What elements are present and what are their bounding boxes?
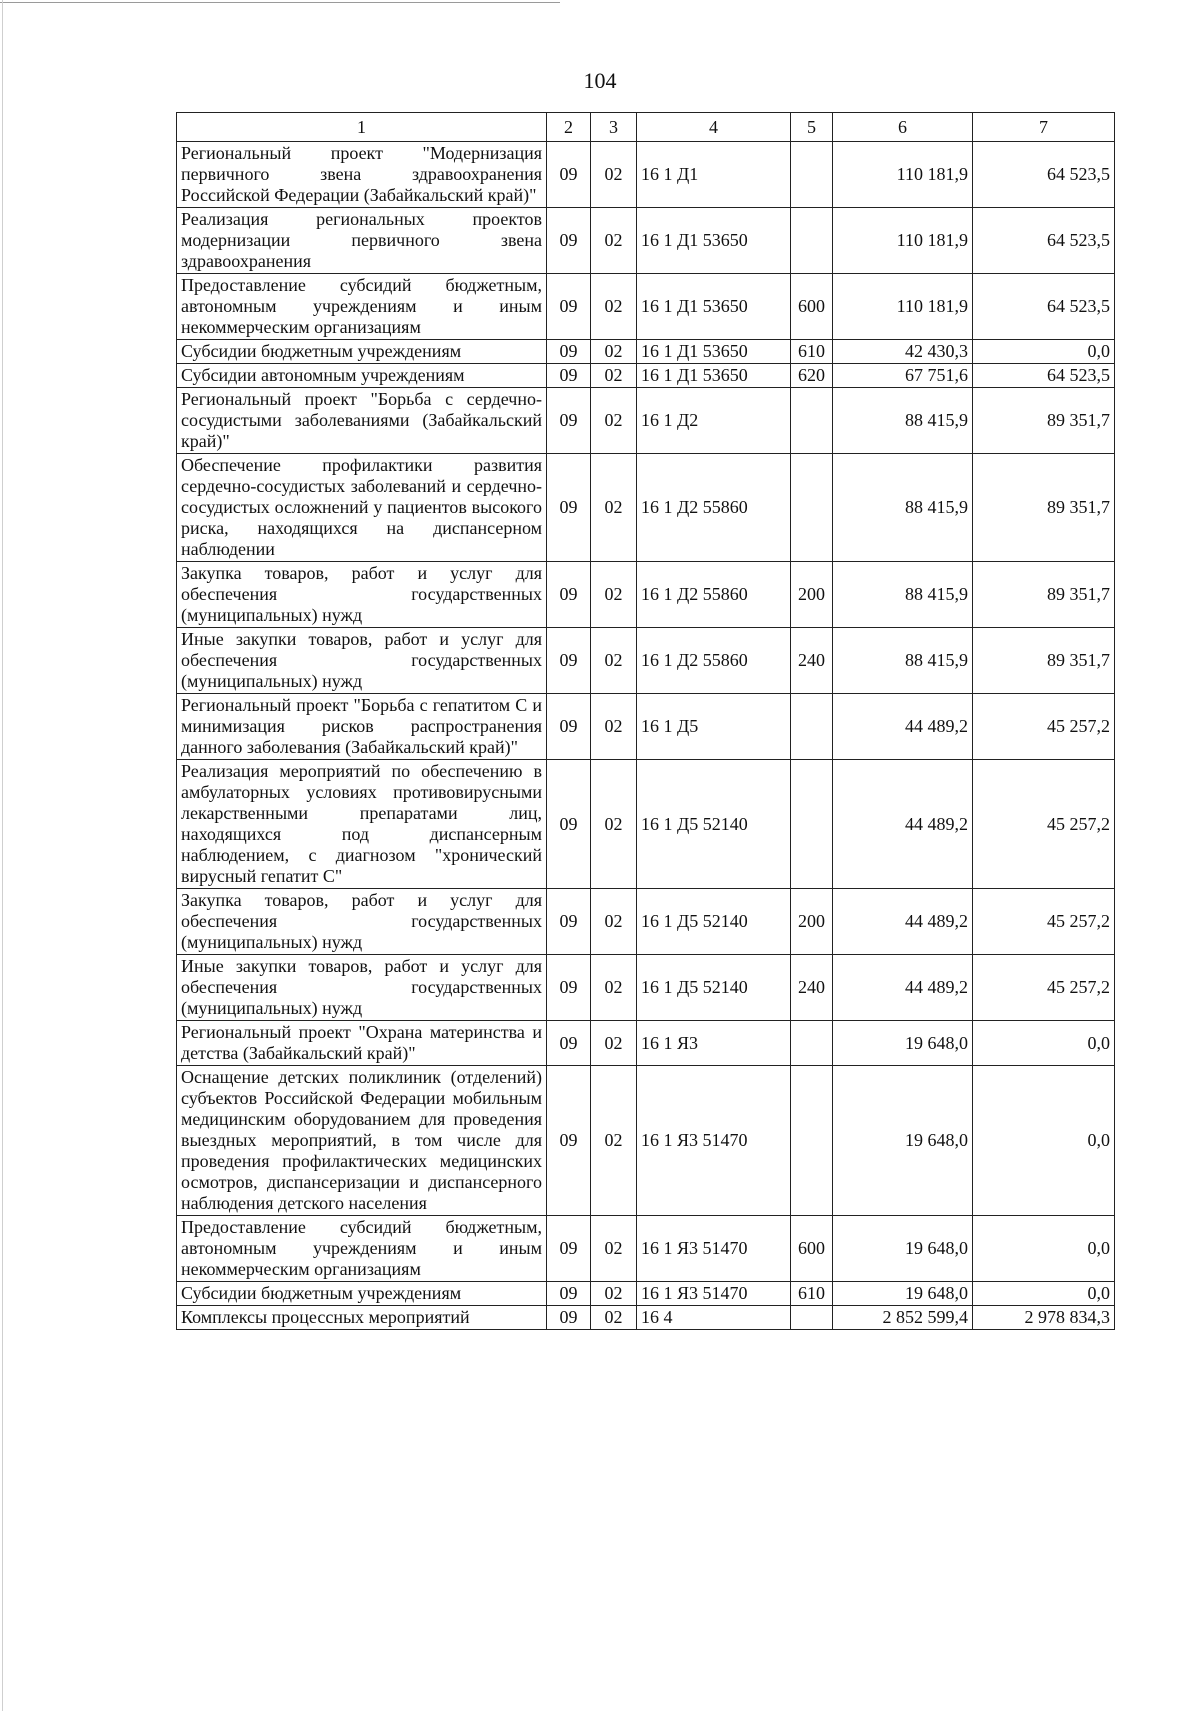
expense-name-cell: Обеспечение профилактики развития сердечно-сосудистых заболеваний и сердечно-сосудистых осложнений у пациентов высокого риска, находящихся на диспансерном наблюдении [177, 454, 547, 562]
expense-type-cell: 620 [791, 364, 833, 388]
table-row [177, 208, 1115, 274]
amount-column-7-cell: 64 523,5 [973, 274, 1115, 340]
table-row [177, 1306, 1115, 1330]
amount-column-7-cell: 0,0 [973, 1216, 1115, 1282]
amount-column-6-cell: 110 181,9 [833, 208, 973, 274]
subsection-code-cell: 02 [591, 1282, 637, 1306]
expense-type-cell: 240 [791, 955, 833, 1021]
column-header-3: 3 [591, 113, 637, 142]
expense-type-cell [791, 388, 833, 454]
expense-name-cell: Субсидии автономным учреждениям [177, 364, 547, 388]
section-code-cell: 09 [547, 1066, 591, 1216]
expense-type-cell [791, 1021, 833, 1066]
section-code-cell: 09 [547, 889, 591, 955]
subsection-code-cell: 02 [591, 340, 637, 364]
scan-edge-left [2, 0, 3, 1711]
table-row [177, 274, 1115, 340]
expense-name-cell: Субсидии бюджетным учреждениям [177, 340, 547, 364]
section-code-cell: 09 [547, 628, 591, 694]
column-header-2: 2 [547, 113, 591, 142]
expense-name-cell: Реализация региональных проектов модернизации первичного звена здравоохранения [177, 208, 547, 274]
table-row [177, 364, 1115, 388]
amount-column-6-cell: 88 415,9 [833, 388, 973, 454]
amount-column-7-cell: 45 257,2 [973, 889, 1115, 955]
target-article-cell: 16 1 Д2 55860 [637, 562, 791, 628]
amount-column-7-cell: 45 257,2 [973, 760, 1115, 889]
expense-type-cell [791, 208, 833, 274]
amount-column-7-cell: 0,0 [973, 1282, 1115, 1306]
expense-type-cell: 240 [791, 628, 833, 694]
subsection-code-cell: 02 [591, 274, 637, 340]
target-article-cell: 16 1 Д1 53650 [637, 274, 791, 340]
target-article-cell: 16 1 Д2 55860 [637, 454, 791, 562]
subsection-code-cell: 02 [591, 454, 637, 562]
section-code-cell: 09 [547, 1306, 591, 1330]
expense-type-cell [791, 1066, 833, 1216]
target-article-cell: 16 4 [637, 1306, 791, 1330]
target-article-cell: 16 1 Д2 [637, 388, 791, 454]
subsection-code-cell: 02 [591, 955, 637, 1021]
section-code-cell: 09 [547, 274, 591, 340]
expense-name-cell: Предоставление субсидий бюджетным, автономным учреждениям и иным некоммерческим организациям [177, 1216, 547, 1282]
amount-column-7-cell: 89 351,7 [973, 628, 1115, 694]
target-article-cell: 16 1 Я3 51470 [637, 1066, 791, 1216]
target-article-cell: 16 1 Д2 55860 [637, 628, 791, 694]
amount-column-7-cell: 89 351,7 [973, 454, 1115, 562]
column-header-1: 1 [177, 113, 547, 142]
table-row [177, 889, 1115, 955]
expense-name-cell: Региональный проект "Модернизация первичного звена здравоохранения Российской Федерации (Забайкальский край)" [177, 142, 547, 208]
target-article-cell: 16 1 Я3 51470 [637, 1282, 791, 1306]
section-code-cell: 09 [547, 388, 591, 454]
expense-name-cell: Субсидии бюджетным учреждениям [177, 1282, 547, 1306]
column-header-4: 4 [637, 113, 791, 142]
subsection-code-cell: 02 [591, 889, 637, 955]
expense-name-cell: Закупка товаров, работ и услуг для обеспечения государственных (муниципальных) нужд [177, 889, 547, 955]
section-code-cell: 09 [547, 208, 591, 274]
amount-column-7-cell: 64 523,5 [973, 142, 1115, 208]
subsection-code-cell: 02 [591, 1306, 637, 1330]
amount-column-6-cell: 19 648,0 [833, 1021, 973, 1066]
subsection-code-cell: 02 [591, 628, 637, 694]
expense-name-cell: Региональный проект "Борьба с гепатитом С и минимизация рисков распространения данного заболевания (Забайкальский край)" [177, 694, 547, 760]
target-article-cell: 16 1 Д5 52140 [637, 889, 791, 955]
amount-column-7-cell: 2 978 834,3 [973, 1306, 1115, 1330]
expense-type-cell [791, 142, 833, 208]
amount-column-6-cell: 110 181,9 [833, 142, 973, 208]
amount-column-7-cell: 45 257,2 [973, 694, 1115, 760]
amount-column-6-cell: 42 430,3 [833, 340, 973, 364]
expense-type-cell: 600 [791, 1216, 833, 1282]
section-code-cell: 09 [547, 454, 591, 562]
amount-column-6-cell: 2 852 599,4 [833, 1306, 973, 1330]
table-row [177, 340, 1115, 364]
subsection-code-cell: 02 [591, 760, 637, 889]
table-header-row [177, 113, 1115, 142]
expense-name-cell: Реализация мероприятий по обеспечению в амбулаторных условиях противовирусными лекарственными препаратами лиц, находящихся под диспансерным наблюдением, с диагнозом "хронический вирусный гепатит С" [177, 760, 547, 889]
expense-type-cell: 610 [791, 340, 833, 364]
amount-column-7-cell: 0,0 [973, 340, 1115, 364]
expense-name-cell: Региональный проект "Охрана материнства и детства (Забайкальский край)" [177, 1021, 547, 1066]
table-row [177, 760, 1115, 889]
expense-type-cell: 200 [791, 562, 833, 628]
amount-column-6-cell: 19 648,0 [833, 1282, 973, 1306]
amount-column-7-cell: 0,0 [973, 1021, 1115, 1066]
section-code-cell: 09 [547, 364, 591, 388]
expense-type-cell [791, 760, 833, 889]
expense-name-cell: Закупка товаров, работ и услуг для обеспечения государственных (муниципальных) нужд [177, 562, 547, 628]
column-header-6: 6 [833, 113, 973, 142]
section-code-cell: 09 [547, 760, 591, 889]
scan-edge-top [0, 2, 560, 3]
subsection-code-cell: 02 [591, 388, 637, 454]
target-article-cell: 16 1 Д5 52140 [637, 760, 791, 889]
section-code-cell: 09 [547, 562, 591, 628]
table-row [177, 562, 1115, 628]
amount-column-7-cell: 45 257,2 [973, 955, 1115, 1021]
subsection-code-cell: 02 [591, 562, 637, 628]
amount-column-6-cell: 19 648,0 [833, 1066, 973, 1216]
target-article-cell: 16 1 Я3 51470 [637, 1216, 791, 1282]
expense-type-cell: 600 [791, 274, 833, 340]
section-code-cell: 09 [547, 1282, 591, 1306]
amount-column-6-cell: 67 751,6 [833, 364, 973, 388]
expense-name-cell: Иные закупки товаров, работ и услуг для обеспечения государственных (муниципальных) нужд [177, 955, 547, 1021]
target-article-cell: 16 1 Д1 53650 [637, 208, 791, 274]
table-row [177, 955, 1115, 1021]
section-code-cell: 09 [547, 694, 591, 760]
amount-column-6-cell: 44 489,2 [833, 889, 973, 955]
section-code-cell: 09 [547, 1021, 591, 1066]
target-article-cell: 16 1 Д5 [637, 694, 791, 760]
amount-column-6-cell: 88 415,9 [833, 562, 973, 628]
amount-column-6-cell: 44 489,2 [833, 955, 973, 1021]
table-body [177, 142, 1115, 1330]
expense-type-cell [791, 454, 833, 562]
expense-type-cell [791, 1306, 833, 1330]
amount-column-6-cell: 88 415,9 [833, 628, 973, 694]
amount-column-6-cell: 110 181,9 [833, 274, 973, 340]
amount-column-6-cell: 44 489,2 [833, 760, 973, 889]
expense-name-cell: Предоставление субсидий бюджетным, автономным учреждениям и иным некоммерческим организациям [177, 274, 547, 340]
amount-column-7-cell: 0,0 [973, 1066, 1115, 1216]
table-row [177, 142, 1115, 208]
section-code-cell: 09 [547, 340, 591, 364]
subsection-code-cell: 02 [591, 694, 637, 760]
target-article-cell: 16 1 Я3 [637, 1021, 791, 1066]
section-code-cell: 09 [547, 142, 591, 208]
expense-name-cell: Региональный проект "Борьба с сердечно-сосудистыми заболеваниями (Забайкальский край)" [177, 388, 547, 454]
expense-type-cell: 200 [791, 889, 833, 955]
amount-column-7-cell: 89 351,7 [973, 388, 1115, 454]
budget-table [176, 112, 1115, 1330]
table-row [177, 1066, 1115, 1216]
section-code-cell: 09 [547, 1216, 591, 1282]
target-article-cell: 16 1 Д1 53650 [637, 364, 791, 388]
column-header-5: 5 [791, 113, 833, 142]
column-header-7: 7 [973, 113, 1115, 142]
target-article-cell: 16 1 Д5 52140 [637, 955, 791, 1021]
subsection-code-cell: 02 [591, 1021, 637, 1066]
subsection-code-cell: 02 [591, 142, 637, 208]
expense-name-cell: Иные закупки товаров, работ и услуг для обеспечения государственных (муниципальных) нужд [177, 628, 547, 694]
amount-column-6-cell: 44 489,2 [833, 694, 973, 760]
amount-column-7-cell: 89 351,7 [973, 562, 1115, 628]
table-row [177, 1021, 1115, 1066]
table-row [177, 1216, 1115, 1282]
subsection-code-cell: 02 [591, 208, 637, 274]
expense-type-cell: 610 [791, 1282, 833, 1306]
amount-column-7-cell: 64 523,5 [973, 208, 1115, 274]
subsection-code-cell: 02 [591, 1066, 637, 1216]
expense-name-cell: Оснащение детских поликлиник (отделений) субъектов Российской Федерации мобильным медицинским оборудованием для проведения выездных мероприятий, в том числе для проведения профилактических медицинских осмотров, диспансеризации и диспансерного наблюдения детского населения [177, 1066, 547, 1216]
amount-column-6-cell: 19 648,0 [833, 1216, 973, 1282]
page-number: 104 [583, 68, 617, 93]
subsection-code-cell: 02 [591, 364, 637, 388]
table-row [177, 694, 1115, 760]
table-row [177, 388, 1115, 454]
target-article-cell: 16 1 Д1 [637, 142, 791, 208]
section-code-cell: 09 [547, 955, 591, 1021]
subsection-code-cell: 02 [591, 1216, 637, 1282]
table-row [177, 628, 1115, 694]
expense-name-cell: Комплексы процессных мероприятий [177, 1306, 547, 1330]
amount-column-6-cell: 88 415,9 [833, 454, 973, 562]
table-row [177, 454, 1115, 562]
target-article-cell: 16 1 Д1 53650 [637, 340, 791, 364]
amount-column-7-cell: 64 523,5 [973, 364, 1115, 388]
table-row [177, 1282, 1115, 1306]
expense-type-cell [791, 694, 833, 760]
